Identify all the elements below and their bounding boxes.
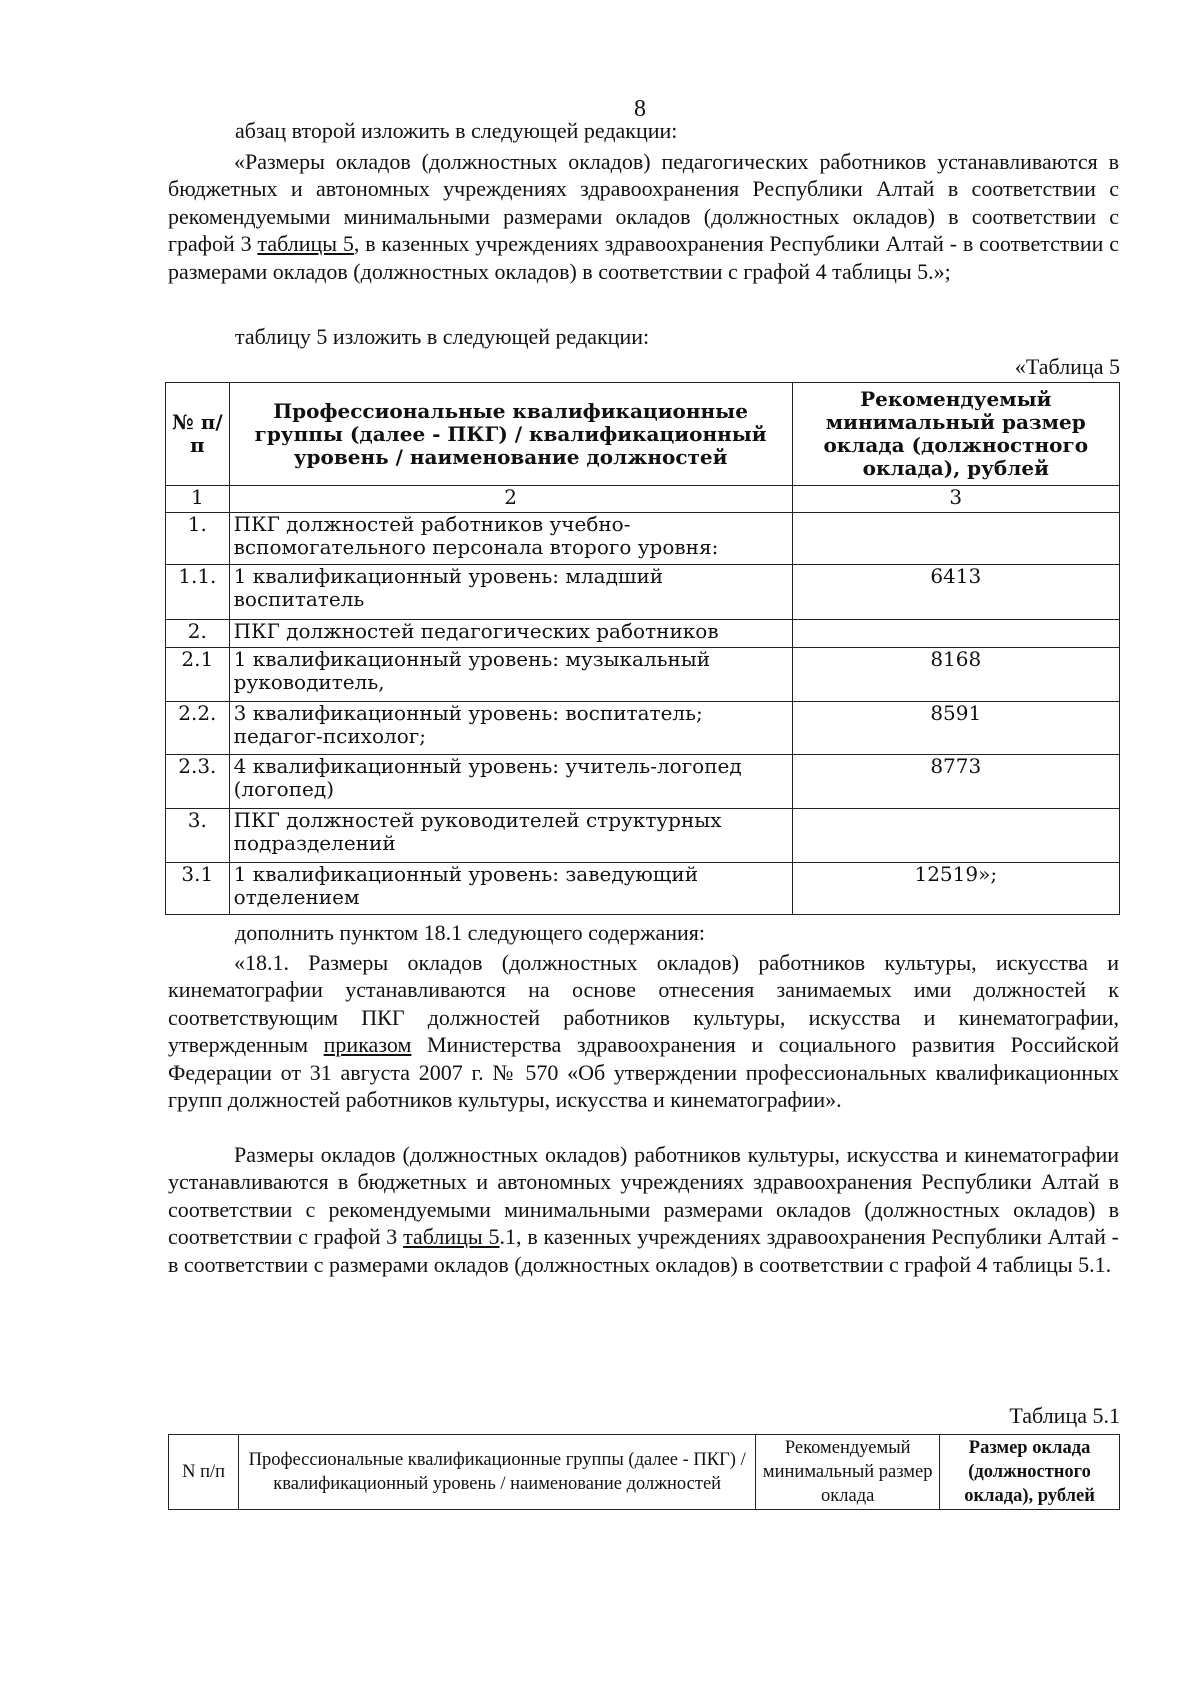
column-number: 3 <box>792 486 1119 513</box>
row-number: 2. <box>166 620 230 648</box>
intro-line: абзац второй изложить в следующей редакции: <box>235 118 678 143</box>
row-name: 1 квалификационный уровень: заведующий отделением <box>229 863 792 915</box>
table-header-row <box>166 383 1120 486</box>
table-row <box>166 648 1120 702</box>
paragraph-text: .1, в казенных учреждениях здравоохранения Республики Алтай - в соответствии с размерами окладов (должностных окладов) в соответствии с графой 4 таблицы 5.1. <box>168 1224 1119 1277</box>
row-name: 4 квалификационный уровень: учитель-логопед (логопед) <box>229 755 792 809</box>
row-value: 8773 <box>792 755 1119 809</box>
table-5-1 <box>168 1434 1120 1510</box>
table-row <box>166 755 1120 809</box>
row-value: 8591 <box>792 702 1119 755</box>
header-salary: Рекомендуемый минимальный размер оклада (должностного оклада), рублей <box>792 383 1119 486</box>
table-row <box>166 620 1120 648</box>
row-name: ПКГ должностей педагогических работников <box>229 620 792 648</box>
row-number: 2.1 <box>166 648 230 702</box>
paragraph-text: Размеры окладов (должностных окладов) работников культуры, искусства и кинематографии устанавливаются в бюджетных и автономных учреждениях здравоохранения Республики Алтай в соответствии с рекомендуемыми минимальными размерами окладов (должностных окладов) в соответствии с графой 3 <box>168 1142 1119 1250</box>
order-link[interactable]: приказом <box>323 1032 412 1058</box>
table-row <box>166 702 1120 755</box>
row-name: 3 квалификационный уровень: воспитатель; педагог-психолог; <box>229 702 792 755</box>
paragraph-teachers-salaries <box>168 148 1119 285</box>
column-number-row <box>166 486 1120 513</box>
paragraph-text: «18.1. Размеры окладов (должностных окладов) работников культуры, искусства и кинематографии устанавливаются на основе отнесения занимаемых ими должностей к соответствующим ПКГ должностей работников культуры, искусства и кинематографии, утвержденным <box>168 950 1119 1058</box>
table51-link[interactable]: таблицы 5 <box>403 1224 500 1250</box>
header-number: N п/п <box>169 1435 239 1510</box>
table-row <box>166 565 1120 620</box>
row-name: 1 квалификационный уровень: музыкальный руководитель, <box>229 648 792 702</box>
table-row <box>166 513 1120 565</box>
paragraph-text: «Размеры окладов (должностных окладов) педагогических работников устанавливаются в бюджетных и автономных учреждениях здравоохранения Республики Алтай в соответствии с рекомендуемыми минимальными размерами окладов (должностных окладов) в соответствии с графой 3 <box>168 149 1119 257</box>
table5-caption: «Таблица 5 <box>1014 354 1120 379</box>
table5-link[interactable]: таблицы 5 <box>257 231 354 257</box>
page-number: 8 <box>634 96 646 122</box>
supplement-line: дополнить пунктом 18.1 следующего содержания: <box>235 920 705 945</box>
row-name: ПКГ должностей руководителей структурных подразделений <box>229 809 792 863</box>
paragraph-culture-salaries <box>168 1141 1119 1278</box>
table-row <box>166 809 1120 863</box>
row-number: 2.3. <box>166 755 230 809</box>
table-header-row <box>169 1435 1120 1510</box>
header-groups: Профессиональные квалификационные группы (далее - ПКГ) / квалификационный уровень / наименование должностей <box>239 1435 756 1510</box>
row-value <box>792 809 1119 863</box>
row-number: 3.1 <box>166 863 230 915</box>
paragraph-text: , в казенных учреждениях здравоохранения Республики Алтай - в соответствии с размерами окладов (должностных окладов) в соответствии с графой 4 таблицы 5.»; <box>168 231 1119 284</box>
header-groups: Профессиональные квалификационные группы (далее - ПКГ) / квалификационный уровень / наименование должностей <box>229 383 792 486</box>
row-number: 3. <box>166 809 230 863</box>
table51-caption: Таблица 5.1 <box>1009 1403 1120 1428</box>
row-name: 1 квалификационный уровень: младший воспитатель <box>229 565 792 620</box>
table5-intro: таблицу 5 изложить в следующей редакции: <box>235 324 650 349</box>
row-name: ПКГ должностей работников учебно-вспомогательного персонала второго уровня: <box>229 513 792 565</box>
paragraph-culture-workers <box>168 949 1119 1113</box>
header-salary: Размер оклада (должностного оклада), рублей <box>940 1435 1120 1510</box>
paragraph-text: Министерства здравоохранения и социального развития Российской Федерации от 31 августа 2007 г. № 570 «Об утверждении профессиональных квалификационных групп должностей работников культуры, искусства и кинематографии». <box>168 1032 1120 1113</box>
column-number: 2 <box>229 486 792 513</box>
row-value <box>792 513 1119 565</box>
row-number: 1.1. <box>166 565 230 620</box>
table-5 <box>165 382 1120 915</box>
header-recommended-salary: Рекомендуемый минимальный размер оклада <box>756 1435 940 1510</box>
table-row <box>166 863 1120 915</box>
header-number: № п/п <box>166 383 230 486</box>
column-number: 1 <box>166 486 230 513</box>
row-number: 2.2. <box>166 702 230 755</box>
row-value: 6413 <box>792 565 1119 620</box>
row-value: 8168 <box>792 648 1119 702</box>
row-value: 12519»; <box>792 863 1119 915</box>
row-number: 1. <box>166 513 230 565</box>
row-value <box>792 620 1119 648</box>
